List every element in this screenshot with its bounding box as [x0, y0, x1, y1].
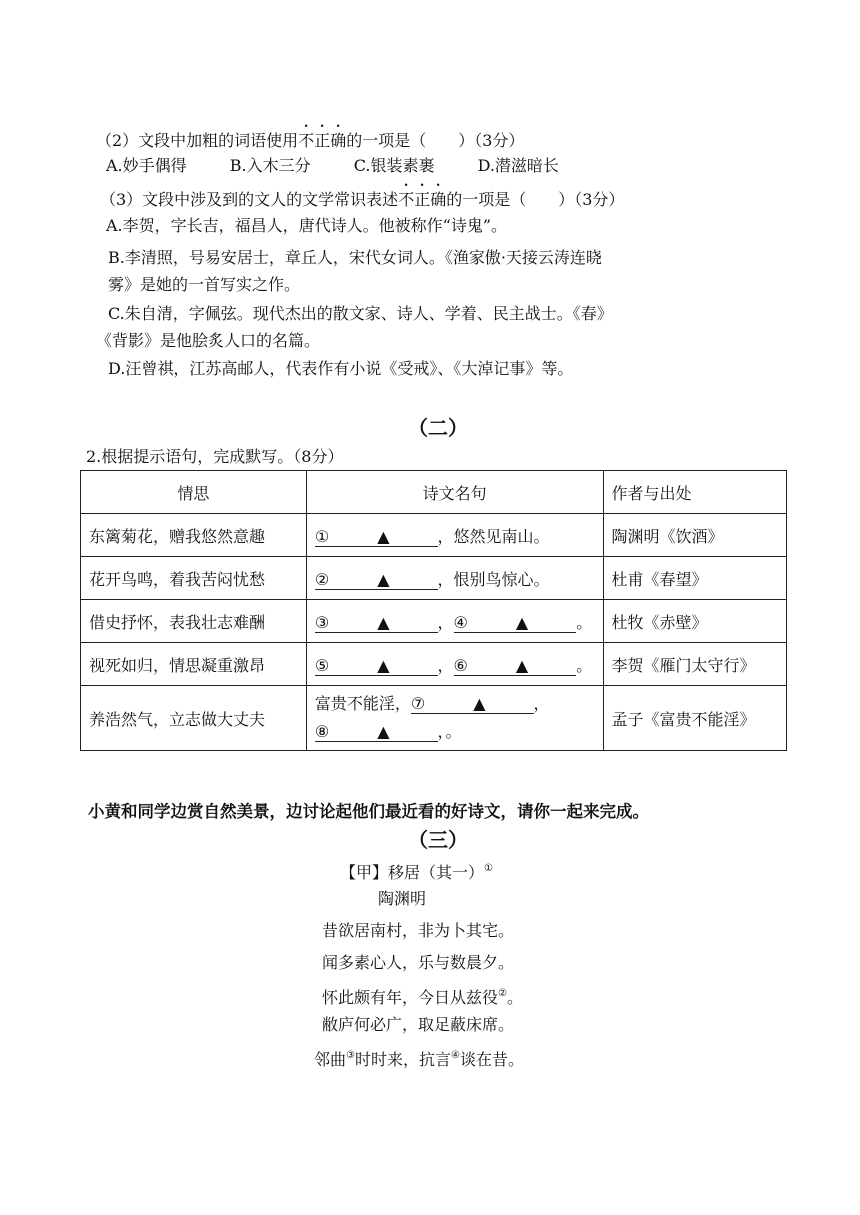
row-source: 杜甫《春望》 [603, 557, 787, 600]
verse-separator: ， [533, 694, 550, 713]
question-2-suffix: 的一项是（ ）（3分） [346, 131, 525, 150]
poem-title-text: 【甲】移居（其一） [340, 863, 485, 882]
question-2-prefix: （2）文段中加粗的词语使用 [96, 131, 299, 150]
question-3-option-d: D.汪曾祺，江苏高邮人，代表作有小说《受戒》、《大淖记事》等。 [108, 359, 574, 378]
row-theme: 养浩然气，立志做大丈夫 [81, 686, 307, 751]
intro-text: 小黄和同学边赏自然美景，边讨论起他们最近看的好诗文，请你一起来完成。 [88, 802, 649, 821]
question-3-prefix: （3）文段中涉及到的文人的文学常识表述 [100, 190, 399, 209]
fill-blank-1[interactable]: ① ▲ [314, 526, 438, 546]
fill-blank-2[interactable]: ② ▲ [314, 569, 438, 589]
poem-title-note: ① [484, 863, 493, 874]
row-verse [306, 686, 603, 751]
fill-blank-3[interactable]: ③ ▲ [314, 612, 438, 632]
table-row [81, 686, 787, 751]
footnote-marker: ③ [346, 1050, 355, 1061]
verse-text: 富贵不能淫， [314, 694, 411, 713]
row-verse [306, 643, 603, 686]
poem-text: 怀此颇有年，今日从兹役 [322, 988, 499, 1007]
section-2-prompt: 2.根据提示语句，完成默写。（8分） [86, 447, 344, 466]
option-c: C.银装素裹 [353, 156, 435, 175]
row-verse [306, 600, 603, 643]
poem-line-2: 闻多素心人，乐与数晨夕。 [322, 953, 515, 972]
poem-text: 时时来，抗言 [354, 1050, 451, 1069]
verse-end: 。 [576, 655, 593, 675]
option-a: A.妙手偶得 [106, 156, 187, 175]
row-theme: 东篱菊花，赠我悠然意趣 [81, 514, 307, 557]
verse-text: ，悠然见南山。 [437, 526, 550, 546]
row-theme: 花开鸟鸣，着我苦闷忧愁 [81, 557, 307, 600]
poem-line-5 [314, 1045, 524, 1071]
table-row [81, 643, 787, 686]
header-source: 作者与出处 [603, 471, 787, 514]
poem-line-4: 敝庐何必广，取足蔽床席。 [322, 1015, 515, 1034]
row-source: 陶渊明《饮酒》 [603, 514, 787, 557]
fill-blank-4[interactable]: ④ ▲ [453, 612, 577, 632]
row-theme: 借史抒怀，表我壮志难酬 [81, 600, 307, 643]
section-3-title: （三） [408, 828, 468, 852]
question-3-option-b-line2: 雾》是她的一首写实之作。 [108, 275, 301, 294]
option-b: B.入木三分 [229, 156, 311, 175]
row-theme: 视死如归，情思凝重激昂 [81, 643, 307, 686]
question-3-option-a: A.李贺，字长吉，福昌人，唐代诗人。他被称作“诗鬼”。 [106, 216, 508, 235]
option-d: D.潜滋暗长 [477, 156, 559, 175]
poem-text: 谈在昔。 [459, 1050, 524, 1069]
fill-blank-8[interactable]: ⑧ ▲ [314, 722, 438, 741]
verse-text: ，恨别鸟惊心。 [437, 569, 550, 589]
fill-blank-5[interactable]: ⑤ ▲ [314, 655, 438, 675]
verse-end: 。 [576, 612, 593, 632]
verse-separator: ， [437, 612, 454, 632]
question-3 [100, 181, 624, 211]
dictation-table [80, 470, 787, 751]
poem-text: 。 [506, 988, 523, 1007]
table-row [81, 514, 787, 557]
header-theme: 情思 [81, 471, 307, 514]
poem-title [340, 858, 493, 884]
question-2-options [106, 155, 559, 177]
poem-line-1: 昔欲居南村，非为卜其宅。 [322, 921, 515, 940]
header-verse: 诗文名句 [306, 471, 603, 514]
poem-text: 邻曲 [314, 1050, 347, 1069]
footnote-marker: ④ [451, 1050, 460, 1061]
row-verse [306, 557, 603, 600]
verse-separator: ， [437, 655, 454, 675]
row-source: 李贺《雁门太守行》 [603, 643, 787, 686]
verse-end: ，。 [437, 722, 462, 741]
question-2-emphasis: 不正确 [298, 131, 347, 150]
poem-author: 陶渊明 [378, 889, 427, 908]
table-row [81, 600, 787, 643]
footnote-marker: ② [498, 988, 507, 999]
fill-blank-6[interactable]: ⑥ ▲ [453, 655, 577, 675]
question-3-option-c-line2: 《背影》是他脍炙人口的名篇。 [96, 331, 321, 350]
fill-blank-7[interactable]: ⑦ ▲ [410, 694, 534, 713]
question-3-option-c-line1: C.朱自清，字佩弦。现代杰出的散文家、诗人、学着、民主战士。《春》 [108, 304, 613, 323]
row-source: 杜牧《赤壁》 [603, 600, 787, 643]
table-header-row [81, 471, 787, 514]
row-source: 孟子《富贵不能淫》 [603, 686, 787, 751]
question-3-emphasis: 不正确 [398, 190, 447, 209]
question-3-suffix: 的一项是（ ）（3分） [446, 190, 625, 209]
table-row [81, 557, 787, 600]
poem-line-3 [322, 983, 523, 1009]
question-2 [96, 122, 524, 152]
section-2-title: （二） [408, 416, 468, 440]
row-verse [306, 514, 603, 557]
question-3-option-b-line1: B.李清照，号易安居士，章丘人，宋代女词人。《渔家傲·天接云涛连晓 [108, 248, 602, 267]
